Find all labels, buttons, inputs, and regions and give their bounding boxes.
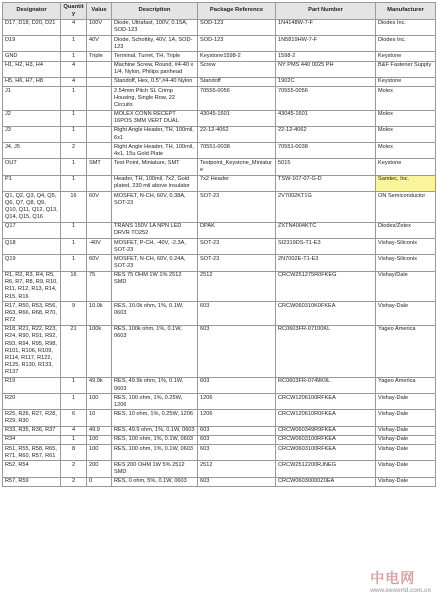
cell-part-number: 43045-1601 — [276, 110, 376, 126]
table-row — [3, 192, 436, 223]
table-row — [3, 461, 436, 477]
cell-part-number: 70555-0056 — [276, 87, 376, 110]
cell-package: 70551-0038 — [198, 143, 276, 159]
table-row — [3, 77, 436, 86]
cell-designator: J2 — [3, 110, 61, 126]
cell-designator: Q18 — [3, 239, 61, 255]
cell-quantity: 1 — [61, 435, 87, 444]
cell-manufacturer: Vishay-Dale — [376, 394, 436, 410]
table-row — [3, 143, 436, 159]
table-row — [3, 175, 436, 191]
col-description: Description — [112, 3, 198, 20]
cell-value: 75 — [87, 271, 112, 302]
cell-designator: R52, R54 — [3, 461, 61, 477]
table-row — [3, 394, 436, 410]
cell-manufacturer: Vishay-Dale — [376, 302, 436, 325]
cell-package: 603 — [198, 477, 276, 486]
cell-part-number: NY PMS 440 0025 PH — [276, 61, 376, 77]
col-quantity: Quantity — [61, 3, 87, 20]
table-row — [3, 435, 436, 444]
cell-quantity: 21 — [61, 325, 87, 377]
cell-designator: OUT — [3, 159, 61, 175]
cell-quantity: 1 — [61, 36, 87, 52]
cell-value — [87, 143, 112, 159]
cell-part-number: 5015 — [276, 159, 376, 175]
cell-manufacturer: Diodes Inc. — [376, 19, 436, 35]
cell-package: SOD-123 — [198, 36, 276, 52]
cell-description: MOSFET, N-CH, 60V, 0.24A, SOT-23 — [112, 255, 198, 271]
cell-designator: R33, R35, R36, R37 — [3, 426, 61, 435]
cell-package: 70555-0056 — [198, 87, 276, 110]
table-row — [3, 271, 436, 302]
cell-manufacturer: Samtec, Inc. — [376, 175, 436, 191]
cell-value: 200 — [87, 461, 112, 477]
cell-package: Testpoint_Keystone_Miniature — [198, 159, 276, 175]
cell-package: 603 — [198, 445, 276, 461]
cell-quantity: 1 — [61, 126, 87, 142]
cell-manufacturer: Vishay-Dale — [376, 477, 436, 486]
cell-quantity: 1 — [61, 110, 87, 126]
table-row — [3, 302, 436, 325]
cell-value: 60V — [87, 255, 112, 271]
cell-manufacturer: Yageo America — [376, 377, 436, 393]
cell-manufacturer: Molex — [376, 110, 436, 126]
col-designator: Designator — [3, 3, 61, 20]
cell-package: SOT-23 — [198, 239, 276, 255]
table-row — [3, 36, 436, 52]
cell-part-number: 22-12-4062 — [276, 126, 376, 142]
cell-description: Header, TH, 100mil, 7x2, Gold plated, 230 mil above insulator — [112, 175, 198, 191]
cell-value: 10.0k — [87, 302, 112, 325]
cell-manufacturer: Molex — [376, 87, 436, 110]
table-row — [3, 159, 436, 175]
cell-part-number: SI2319DS-T1-E3 — [276, 239, 376, 255]
cell-package: Standoff — [198, 77, 276, 86]
cell-designator: J3 — [3, 126, 61, 142]
table-row — [3, 255, 436, 271]
cell-package: 603 — [198, 325, 276, 377]
cell-part-number: TSW-107-07-G-D — [276, 175, 376, 191]
cell-manufacturer: Vishay-Dale — [376, 435, 436, 444]
cell-description: MOLEX CONN RECEPT 16POS 3MM VERT DUAL — [112, 110, 198, 126]
cell-designator: R17, R50, R53, R56, R63, R66, R68, R70, R72 — [3, 302, 61, 325]
cell-quantity: 2 — [61, 461, 87, 477]
table-row — [3, 377, 436, 393]
cell-part-number: 1598-2 — [276, 52, 376, 61]
cell-value: 100 — [87, 394, 112, 410]
cell-quantity: 1 — [61, 377, 87, 393]
table-row — [3, 52, 436, 61]
cell-designator: H1, H2, H3, H4 — [3, 61, 61, 77]
col-value: Value — [87, 3, 112, 20]
cell-quantity: 4 — [61, 426, 87, 435]
cell-part-number: CRCW06030000Z0EA — [276, 477, 376, 486]
cell-designator: D17, D18, D20, D21 — [3, 19, 61, 35]
bom-table — [2, 2, 436, 487]
cell-value — [87, 61, 112, 77]
cell-part-number: 2N7002E-T1-E3 — [276, 255, 376, 271]
cell-quantity: 9 — [61, 302, 87, 325]
cell-package: 603 — [198, 302, 276, 325]
cell-part-number: CRCW2512200RJNEG — [276, 461, 376, 477]
cell-description: Terminal, Turret, TH, Triple — [112, 52, 198, 61]
cell-description: RES, 100 ohm, 1%, 0.1W, 0603 — [112, 435, 198, 444]
cell-part-number: 1N4148W-7-F — [276, 19, 376, 35]
cell-designator: R57, R59 — [3, 477, 61, 486]
cell-value — [87, 110, 112, 126]
cell-part-number: 1902C — [276, 77, 376, 86]
cell-value: SMT — [87, 159, 112, 175]
cell-designator: J1 — [3, 87, 61, 110]
cell-part-number: RC0603FR-0749K9L — [276, 377, 376, 393]
table-row — [3, 410, 436, 426]
cell-value — [87, 175, 112, 191]
cell-part-number: CRCW060349R9FKEA — [276, 426, 376, 435]
cell-value — [87, 222, 112, 238]
cell-quantity: 1 — [61, 159, 87, 175]
cell-manufacturer: Vishay-Dale — [376, 461, 436, 477]
cell-designator: R34 — [3, 435, 61, 444]
cell-designator: R18, R21, R22, R23, R24, R90, R91, R92, R93, R94, R95, R98, R101, R106, R109, R114, R117, R122, R125, R130, R133, R137 — [3, 325, 61, 377]
table-row — [3, 239, 436, 255]
table-row — [3, 61, 436, 77]
cell-value: 100 — [87, 435, 112, 444]
cell-description: Diode, Ultrafast, 100V, 0.15A, SOD-123 — [112, 19, 198, 35]
cell-quantity: 1 — [61, 175, 87, 191]
table-row — [3, 126, 436, 142]
col-package-reference: Package Reference — [198, 3, 276, 20]
cell-quantity: 2 — [61, 477, 87, 486]
cell-value — [87, 126, 112, 142]
cell-package: 603 — [198, 426, 276, 435]
cell-manufacturer: Vishay-Siliconix — [376, 255, 436, 271]
cell-manufacturer: ON Semiconductor — [376, 192, 436, 223]
cell-quantity: 6 — [61, 410, 87, 426]
col-manufacturer: Manufacturer — [376, 3, 436, 20]
cell-part-number: 2V7002KT1G — [276, 192, 376, 223]
cell-part-number: CRCW251275R0FKEG — [276, 271, 376, 302]
cell-package: 603 — [198, 435, 276, 444]
cell-part-number: 70551-0038 — [276, 143, 376, 159]
cell-package: 7x2 Header — [198, 175, 276, 191]
cell-part-number: 1N5819HW-7-F — [276, 36, 376, 52]
cell-manufacturer: Vishay-Dale — [376, 410, 436, 426]
cell-designator: P1 — [3, 175, 61, 191]
watermark-main: 中电网 — [370, 570, 416, 586]
cell-designator: D19 — [3, 36, 61, 52]
cell-quantity: 1 — [61, 52, 87, 61]
cell-value: 40V — [87, 36, 112, 52]
cell-description: MOSFET, N-CH, 60V, 0.38A, SOT-23 — [112, 192, 198, 223]
table-row — [3, 325, 436, 377]
cell-quantity: 1 — [61, 87, 87, 110]
cell-description: Test Point, Miniature, SMT — [112, 159, 198, 175]
cell-designator: R19 — [3, 377, 61, 393]
cell-designator: H5, H6, H7, H8 — [3, 77, 61, 86]
cell-description: 2.54mm Pitch SL Crimp Housing, Single Row, 22 Circuits — [112, 87, 198, 110]
cell-description: MOSFET, P-CH, -40V, -2.3A, SOT-23 — [112, 239, 198, 255]
cell-manufacturer: Keystone — [376, 77, 436, 86]
cell-value: 100V — [87, 19, 112, 35]
cell-package: 2512 — [198, 271, 276, 302]
cell-manufacturer: Diodes/Zetex — [376, 222, 436, 238]
cell-manufacturer: Vishay-Siliconix — [376, 239, 436, 255]
header-row — [3, 3, 436, 20]
cell-manufacturer: Keystone — [376, 159, 436, 175]
cell-designator: Q17 — [3, 222, 61, 238]
cell-value — [87, 77, 112, 86]
cell-description: Diode, Schottky, 40V, 1A, SOD-123 — [112, 36, 198, 52]
cell-package: 1206 — [198, 394, 276, 410]
cell-quantity: 8 — [61, 445, 87, 461]
cell-quantity: 16 — [61, 192, 87, 223]
cell-package: SOT-23 — [198, 192, 276, 223]
cell-package: SOD-123 — [198, 19, 276, 35]
cell-manufacturer: Vishay-Dale — [376, 426, 436, 435]
cell-manufacturer: B&F Fastener Supply — [376, 61, 436, 77]
cell-description: RES, 100 ohm, 1%, 0.1W, 0603 — [112, 445, 198, 461]
cell-designator: R1, R2, R3, R4, R5, R6, R7, R8, R9, R10, R11, R12, R13, R14, R15, R16 — [3, 271, 61, 302]
cell-part-number: CRCW120610R0FKEA — [276, 410, 376, 426]
table-row — [3, 445, 436, 461]
cell-value: 100 — [87, 445, 112, 461]
cell-part-number: CRCW0603100RFKEA — [276, 445, 376, 461]
table-row — [3, 19, 436, 35]
table-row — [3, 222, 436, 238]
cell-quantity: 2 — [61, 143, 87, 159]
cell-part-number: CRCW060310K0FKEA — [276, 302, 376, 325]
cell-description: RES, 49.9 ohm, 1%, 0.1W, 0603 — [112, 426, 198, 435]
cell-manufacturer: Diodes Inc. — [376, 36, 436, 52]
cell-part-number: RC0603FR-07100KL — [276, 325, 376, 377]
cell-value: 49.9k — [87, 377, 112, 393]
cell-manufacturer: Molex — [376, 143, 436, 159]
bom-body — [3, 19, 436, 486]
table-row — [3, 426, 436, 435]
cell-description: TRANS 150V 1A NPN LED DRVR TO252 — [112, 222, 198, 238]
cell-quantity: 1 — [61, 222, 87, 238]
table-row — [3, 87, 436, 110]
cell-description: Right Angle Header, TH, 100mil, 4x1, 15u Gold Plate — [112, 143, 198, 159]
cell-package: 22-12-4062 — [198, 126, 276, 142]
cell-value: 10 — [87, 410, 112, 426]
cell-manufacturer: Vishay-Dale — [376, 445, 436, 461]
cell-value: 100k — [87, 325, 112, 377]
table-row — [3, 110, 436, 126]
cell-part-number: CRCW0603100RFKEA — [276, 435, 376, 444]
cell-description: RES 200 OHM 1W 5% 2512 SMD — [112, 461, 198, 477]
cell-part-number: ZXTN4004KTC — [276, 222, 376, 238]
cell-manufacturer: Yageo America — [376, 325, 436, 377]
cell-description: RES, 49.9k ohm, 1%, 0.1W, 0603 — [112, 377, 198, 393]
cell-value: -40V — [87, 239, 112, 255]
cell-package: Screw — [198, 61, 276, 77]
table-row — [3, 477, 436, 486]
cell-designator: Q1, Q2, Q3, Q4, Q5, Q6, Q7, Q8, Q9, Q10, Q11, Q12, Q13, Q14, Q15, Q16 — [3, 192, 61, 223]
cell-description: RES 75 OHM 1W 1% 2512 SMD — [112, 271, 198, 302]
cell-package: 1206 — [198, 410, 276, 426]
cell-designator: J4, J5 — [3, 143, 61, 159]
cell-package: 2512 — [198, 461, 276, 477]
cell-description: Standoff, Hex, 0.5",#4-40 Nylon — [112, 77, 198, 86]
cell-package: 603 — [198, 377, 276, 393]
cell-package: SOT-23 — [198, 255, 276, 271]
cell-quantity: 1 — [61, 255, 87, 271]
cell-value: 49.9 — [87, 426, 112, 435]
cell-description: Machine Screw, Round, #4-40 x 1/4, Nylon, Philips panhead — [112, 61, 198, 77]
cell-manufacturer: Keystone — [376, 52, 436, 61]
cell-value — [87, 87, 112, 110]
cell-quantity: 16 — [61, 271, 87, 302]
watermark-sub: www.eeworld.com.cn — [370, 588, 431, 594]
cell-package: DPAK — [198, 222, 276, 238]
cell-value: Triple — [87, 52, 112, 61]
cell-description: Right Angle Header, TH, 100mil, 6x1 — [112, 126, 198, 142]
cell-designator: R25, R26, R27, R28, R29, R30 — [3, 410, 61, 426]
cell-quantity: 4 — [61, 19, 87, 35]
cell-quantity: 4 — [61, 61, 87, 77]
cell-description: RES, 0 ohm, 5%, 0.1W, 0603 — [112, 477, 198, 486]
cell-quantity: 1 — [61, 394, 87, 410]
cell-designator: Q19 — [3, 255, 61, 271]
cell-quantity: 4 — [61, 77, 87, 86]
cell-description: RES, 100 ohm, 1%, 0.25W, 1206 — [112, 394, 198, 410]
cell-value: 0 — [87, 477, 112, 486]
cell-package: 43045-1601 — [198, 110, 276, 126]
cell-designator: R20 — [3, 394, 61, 410]
cell-manufacturer: Molex — [376, 126, 436, 142]
cell-description: RES, 100k ohm, 1%, 0.1W, 0603 — [112, 325, 198, 377]
cell-part-number: CRCW1206100RFKEA — [276, 394, 376, 410]
watermark — [370, 568, 431, 594]
cell-designator: R51, R55, R58, R65, R71, R60, R57, R61 — [3, 445, 61, 461]
cell-value: 60V — [87, 192, 112, 223]
col-part-number: Part Number — [276, 3, 376, 20]
cell-description: RES, 10.0k ohm, 1%, 0.1W, 0603 — [112, 302, 198, 325]
cell-quantity: 1 — [61, 239, 87, 255]
cell-designator: GND — [3, 52, 61, 61]
cell-package: Keystone1598-2 — [198, 52, 276, 61]
cell-description: RES, 10 ohm, 1%, 0.25W, 1206 — [112, 410, 198, 426]
cell-manufacturer: Vishay/Dale — [376, 271, 436, 302]
